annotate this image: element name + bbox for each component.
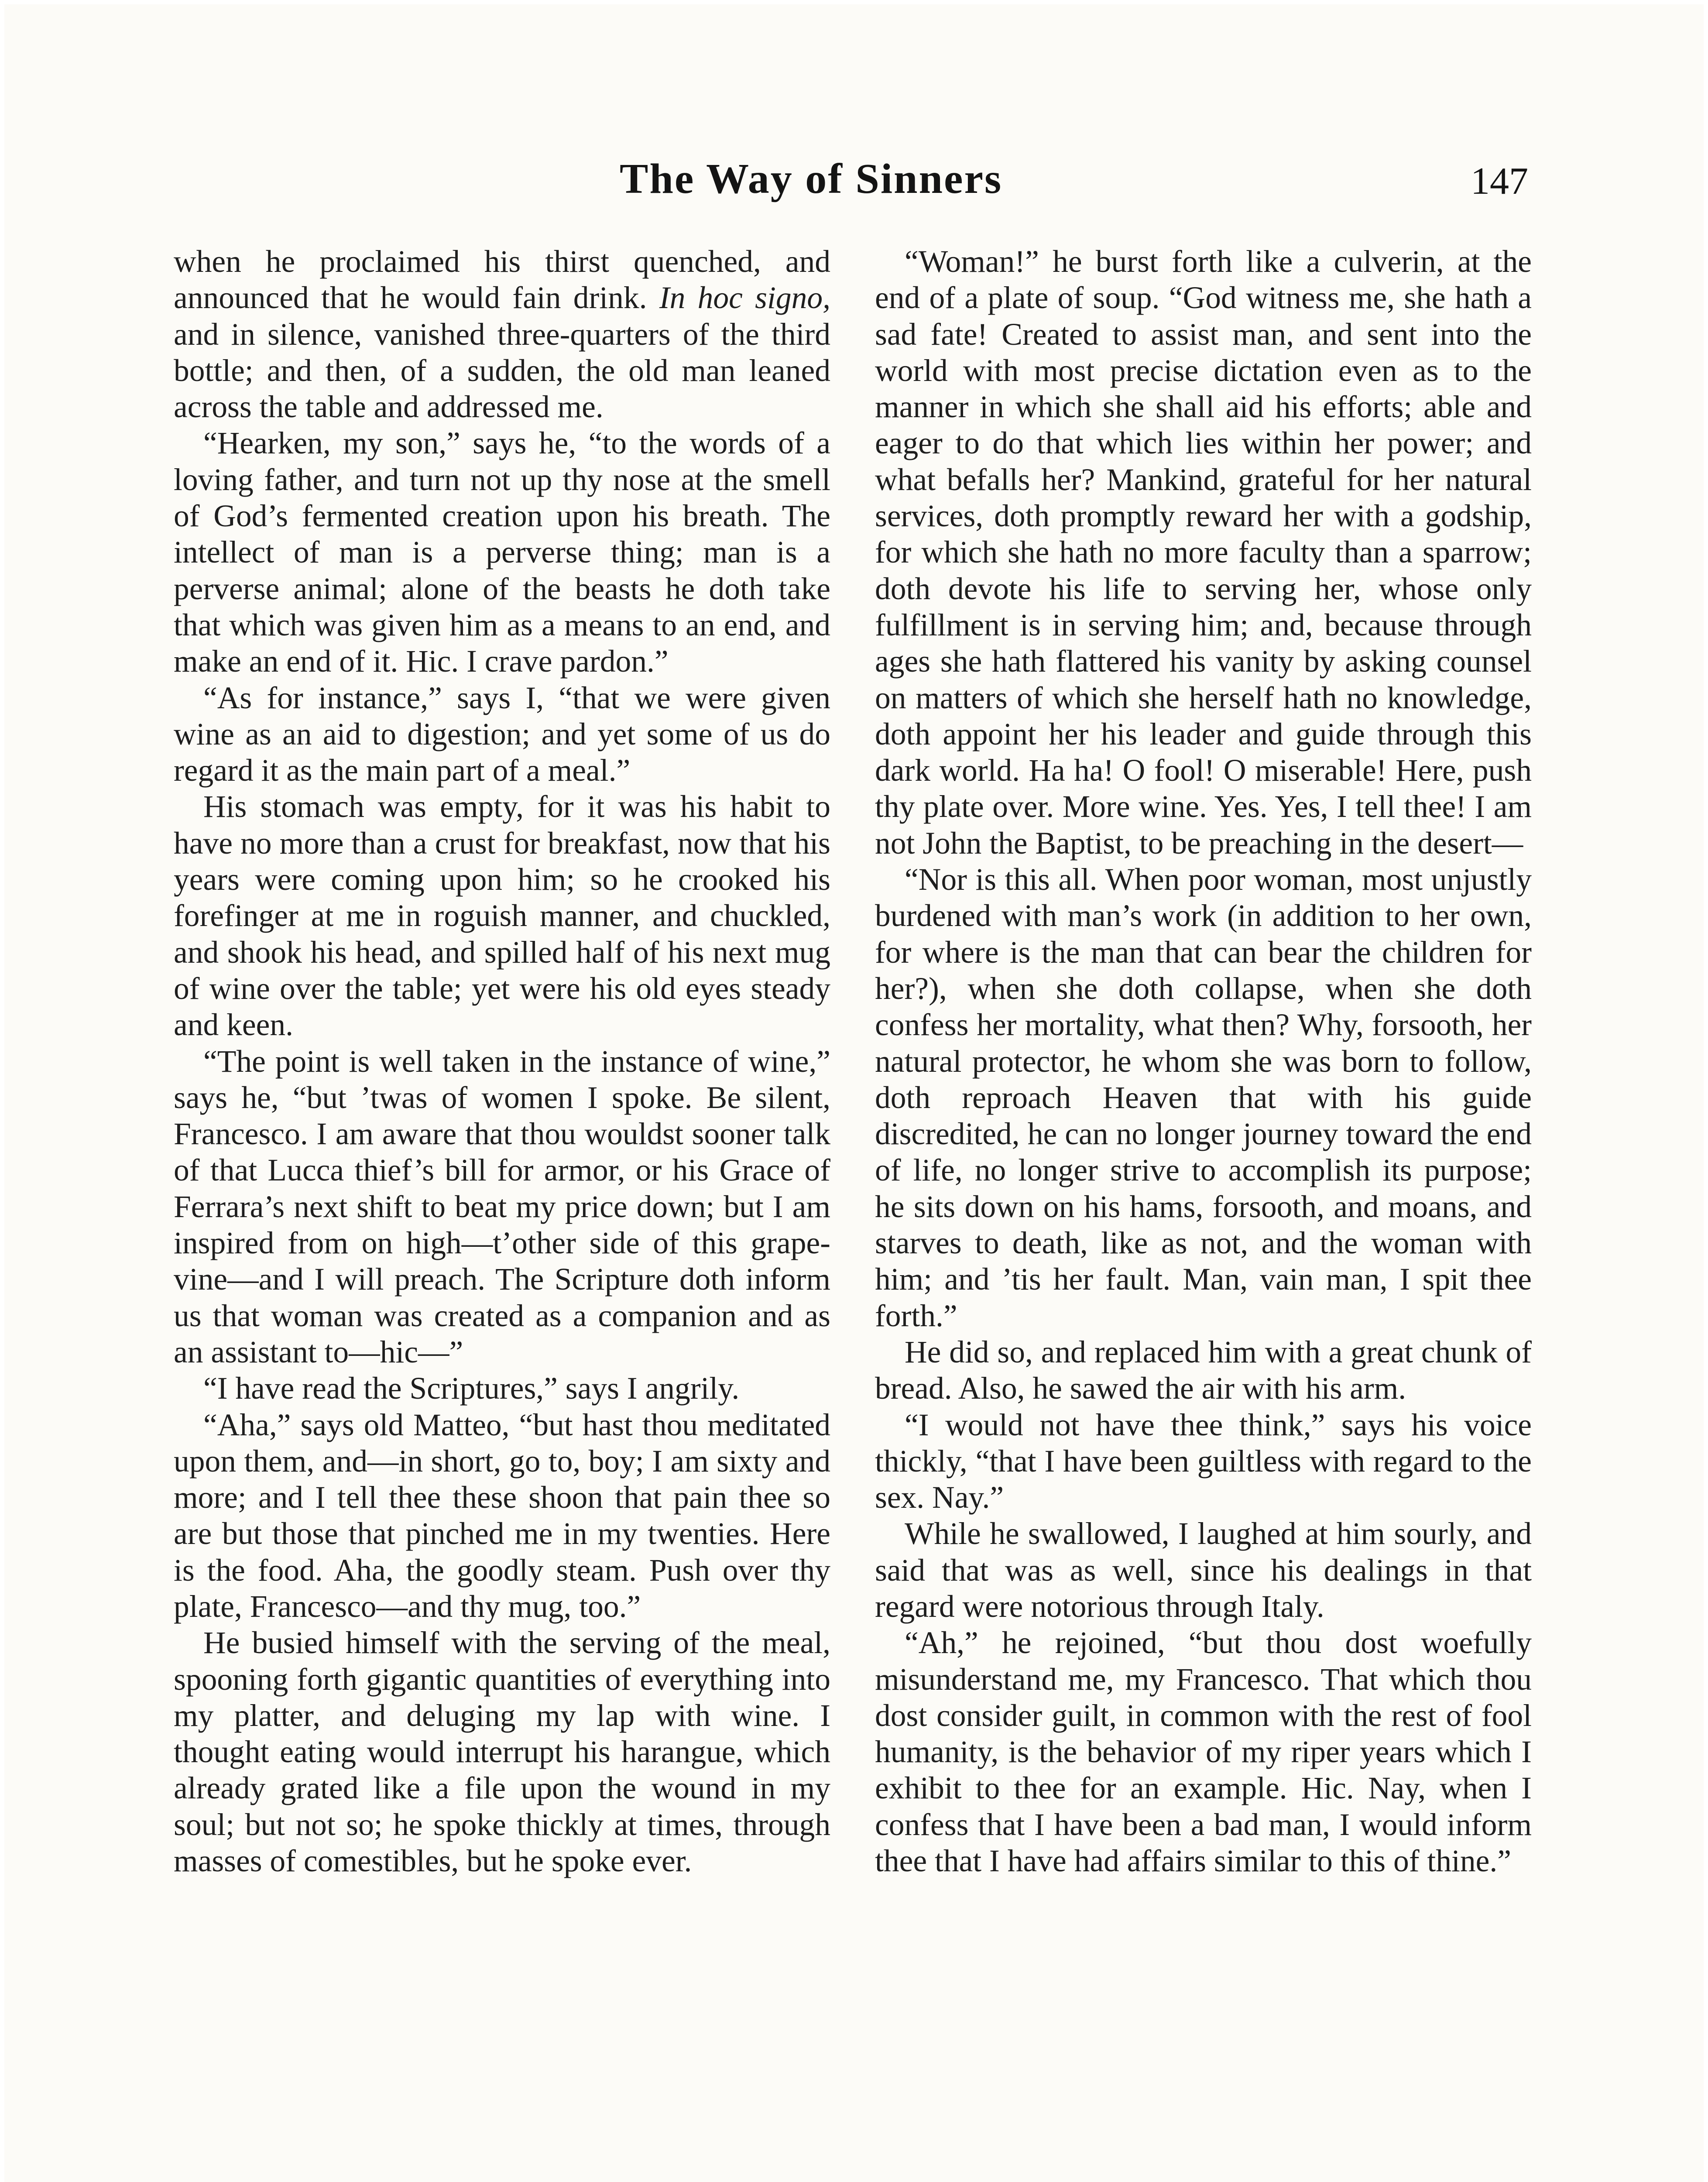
paragraph-text: “Woman!” he burst forth like a culverin, at the end of a plate of soup. “God witness me, she hath a sad fate! Created to assist man, and sent into the world with most precise dictation even as to the manner in which she shall aid his efforts; able and eager to do that which lies within her power; and what befalls her? Mankind, grateful for her natural services, doth promptly reward her with a godship, for which she hath no more faculty than a sparrow; doth devote his life to serving her, whose only fulfillment is in serving him; and, because through ages she hath flattered his vanity by asking counsel on matters of which she herself hath no knowledge, doth appoint her his leader and guide through this dark world. Ha ha! O fool! O miserable! Here, push thy plate over. More wine. Yes. Yes, I tell thee! I am not John the Baptist, to be preaching in the desert—: [875, 244, 1532, 861]
paragraph: [875, 861, 1532, 1334]
paragraph: [174, 680, 830, 789]
paragraph-text: “Aha,” says old Matteo, “but hast thou meditated upon them, and—in short, go to, boy; I am sixty and more; and I tell thee these shoon that pain thee so are but those that pinched me in my twenties. Here is the food. Aha, the goodly steam. Push over thy plate, Francesco—and thy mug, too.”: [174, 1407, 830, 1624]
paragraph: [875, 244, 1532, 861]
paragraph: [174, 789, 830, 1043]
page-number: 147: [1471, 160, 1528, 202]
running-head: [4, 153, 1704, 205]
paragraph: [174, 425, 830, 679]
page-title: The Way of Sinners: [620, 155, 1003, 202]
paragraph: [875, 1625, 1532, 1879]
paragraph: [875, 1334, 1532, 1407]
paragraph-text: and in silence, vanished three-quarters of the third bottle; and then, of a sudden, the old man leaned across the table and addressed me.: [174, 317, 830, 425]
paragraph-text: “Ah,” he rejoined, “but thou dost woefully misunderstand me, my Francesco. That which thou dost consider guilt, in common with the rest of fool humanity, is the behavior of my riper years which I exhibit to thee for an example. Hic. Nay, when I confess that I have been a bad man, I would inform thee that I have had affairs similar to this of thine.”: [875, 1626, 1532, 1879]
magazine-page: [4, 4, 1704, 2182]
paragraph-text: “Hearken, my son,” says he, “to the words of a loving father, and turn not up thy nose at the smell of God’s fermented creation upon his breath. The intellect of man is a perverse thing; man is a perverse animal; alone of the beasts he doth take that which was given him as a means to an end, and make an end of it. Hic. I crave pardon.”: [174, 426, 830, 679]
paragraph-text: when he proclaimed his thirst quenched, and announced that he would fain drink.: [174, 244, 830, 316]
paragraph-text: He did so, and replaced him with a great chunk of bread. Also, he sawed the air with his arm.: [875, 1335, 1532, 1406]
paragraph: [875, 1407, 1532, 1516]
paragraph: [174, 1043, 830, 1371]
paragraph: [174, 1407, 830, 1625]
left-column: [174, 244, 830, 1879]
paragraph-text: “As for instance,” says I, “that we were given wine as an aid to digestion; and yet some of us do regard it as the main part of a meal.”: [174, 680, 830, 788]
paragraph-text: “The point is well taken in the instance of wine,” says he, “but ’twas of women I spoke. Be silent, Francesco. I am aware that thou wouldst sooner talk of that Lucca thief’s bill for armor, or his Grace of Ferrara’s next shift to beat my price down; but I am inspired from on high—t’other side of this grape-vine—and I will preach. The Scripture doth inform us that woman was created as a companion and as an assistant to—hic—”: [174, 1044, 830, 1369]
paragraph-text: “I have read the Scriptures,” says I angrily.: [203, 1371, 740, 1406]
paragraph: [174, 1625, 830, 1879]
paragraph-text: “I would not have thee think,” says his voice thickly, “that I have been guiltless with regard to the sex. Nay.”: [875, 1407, 1532, 1515]
right-column: [875, 244, 1532, 1879]
paragraph-text: “Nor is this all. When poor woman, most unjustly burdened with man’s work (in addition to her own, for where is the man that can bear the children for her?), when she doth collapse, when she doth confess her mortality, what then? Why, forsooth, her natural protector, he whom she was born to follow, doth reproach Heaven that with his guide discredited, he can no longer journey toward the end of life, no longer strive to accomplish its purpose; he sits down on his hams, forsooth, and moans, and starves to death, like as not, and the woman with him; and ’tis her fault. Man, vain man, I spit thee forth.”: [875, 862, 1532, 1333]
paragraph-text: His stomach was empty, for it was his habit to have no more than a crust for breakfast, now that his years were coming upon him; so he crooked his forefinger at me in roguish manner, and chuckled, and shook his head, and spilled half of his next mug of wine over the table; yet were his old eyes steady and keen.: [174, 789, 830, 1043]
paragraph: [174, 1370, 830, 1407]
paragraph-text: He busied himself with the serving of the meal, spooning forth gigantic quantities of everything into my platter, and deluging my lap with wine. I thought eating would interrupt his harangue, which already grated like a file upon the wound in my soul; but not so; he spoke thickly at times, through masses of comestibles, but he spoke ever.: [174, 1626, 830, 1879]
paragraph: [174, 244, 830, 425]
paragraph: [875, 1516, 1532, 1625]
italic-phrase: In hoc signo,: [659, 281, 830, 316]
paragraph-text: While he swallowed, I laughed at him sourly, and said that was as well, since his dealings in that regard were notorious through Italy.: [875, 1516, 1532, 1624]
